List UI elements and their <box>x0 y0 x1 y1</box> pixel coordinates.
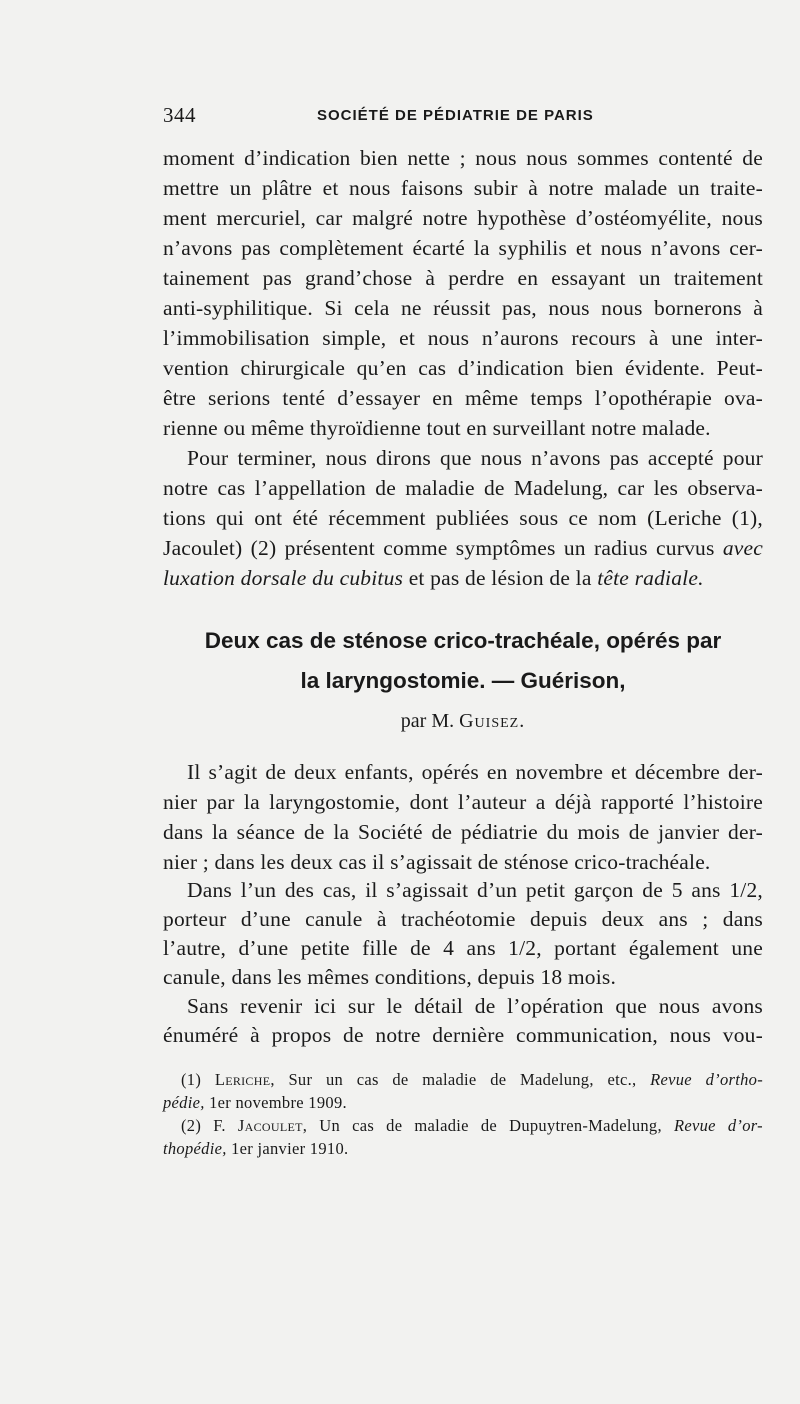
text-line: n’avons pas complètement écarté la syphilis et nous n’avons cer- <box>163 236 763 260</box>
footnote-text: Un cas de maladie de Dupuytren-Madelung, <box>319 1116 662 1135</box>
text-line: l’immobilisation simple, et nous n’aurons recours à une inter- <box>163 326 763 350</box>
text-line: ment mercuriel, car malgré notre hypothèse d’ostéomyélite, nous <box>163 206 763 230</box>
footnote-2-cont <box>163 1137 763 1160</box>
text-line: vention chirurgicale qu’en cas d’indication bien évidente. Peut- <box>163 356 763 380</box>
text-line: être serions tenté d’essayer en même temps l’opothérapie ova- <box>163 386 763 410</box>
text-line <box>163 563 763 593</box>
text-line: nier ; dans les deux cas il s’agissait de sténose crico-trachéale. <box>163 850 711 874</box>
footnote-journal: Revue d’or- <box>673 1116 763 1135</box>
author-name: Guisez. <box>459 710 526 732</box>
footnote-journal: pédie, <box>163 1093 205 1112</box>
text-line: mettre un plâtre et nous faisons subir à notre malade un traite- <box>163 176 763 200</box>
text-line: dans la séance de la Société de pédiatrie du mois de janvier der- <box>163 820 763 844</box>
text-line: tainement pas grand’chose à perdre en essayant un traitement <box>163 266 763 290</box>
text-span: Jacoulet) (2) présentent comme symptômes un radius curvus <box>163 536 715 560</box>
text-line: tions qui ont été récemment publiées sous ce nom (Leriche (1), <box>163 506 763 530</box>
text-span: et pas de lésion de la <box>408 566 592 590</box>
footnote-journal: thopédie, <box>163 1139 227 1158</box>
footnote-date: 1er janvier 1910. <box>231 1139 349 1158</box>
italic-text: tête radiale. <box>597 566 704 590</box>
text-line: anti-syphilitique. Si cela ne réussit pas, nous nous bornerons à <box>163 296 763 320</box>
italic-text: luxation dorsale du cubitus <box>163 566 404 590</box>
footnote-date: 1er novembre 1909. <box>209 1093 347 1112</box>
text-line: Dans l’un des cas, il s’agissait d’un petit garçon de 5 ans 1/2, <box>187 878 763 902</box>
text-line: l’autre, d’une petite fille de 4 ans 1/2, portant également une <box>163 936 763 960</box>
running-head: SOCIÉTÉ DE PÉDIATRIE DE PARIS <box>317 107 594 124</box>
footnote-author: Jacoulet, <box>237 1116 308 1135</box>
article-title-line: la laryngostomie. — Guérison, <box>300 668 626 693</box>
text-line <box>163 533 763 563</box>
text-line: canule, dans les mêmes conditions, depuis 18 mois. <box>163 965 617 989</box>
text-line: notre cas l’appellation de maladie de Madelung, car les observa- <box>163 476 763 500</box>
page-header <box>163 103 763 133</box>
author-prefix: par M. <box>400 710 455 732</box>
text-line: porteur d’une canule à trachéotomie depuis deux ans ; dans <box>163 907 763 931</box>
page-number: 344 <box>163 103 196 127</box>
text-line: Pour terminer, nous dirons que nous n’avons pas accepté pour <box>187 446 763 470</box>
text-line: énuméré à propos de notre dernière communication, nous vou- <box>163 1023 763 1047</box>
footnote-journal: Revue d’ortho- <box>650 1070 763 1089</box>
text-line: Il s’agit de deux enfants, opérés en novembre et décembre der- <box>187 760 763 784</box>
text-line: Sans revenir ici sur le détail de l’opération que nous avons <box>187 994 763 1018</box>
article-title-line: Deux cas de sténose crico-trachéale, opérés par <box>204 628 722 653</box>
footnote-marker: (2) F. <box>181 1116 226 1135</box>
footnote-author: Leriche, <box>214 1070 275 1089</box>
footnote-marker: (1) <box>181 1070 202 1089</box>
footnote-text: Sur un cas de maladie de Madelung, etc., <box>288 1070 637 1089</box>
italic-text: avec <box>722 536 764 560</box>
footnote-1 <box>181 1068 763 1091</box>
text-line: nier par la laryngostomie, dont l’auteur a déjà rapporté l’histoire <box>163 790 763 814</box>
article-author <box>163 707 763 735</box>
footnote-1-cont <box>163 1091 763 1114</box>
text-line: moment d’indication bien nette ; nous nous sommes contenté de <box>163 146 763 170</box>
footnote-2 <box>181 1114 763 1137</box>
text-line: rienne ou même thyroïdienne tout en surveillant notre malade. <box>163 416 711 440</box>
